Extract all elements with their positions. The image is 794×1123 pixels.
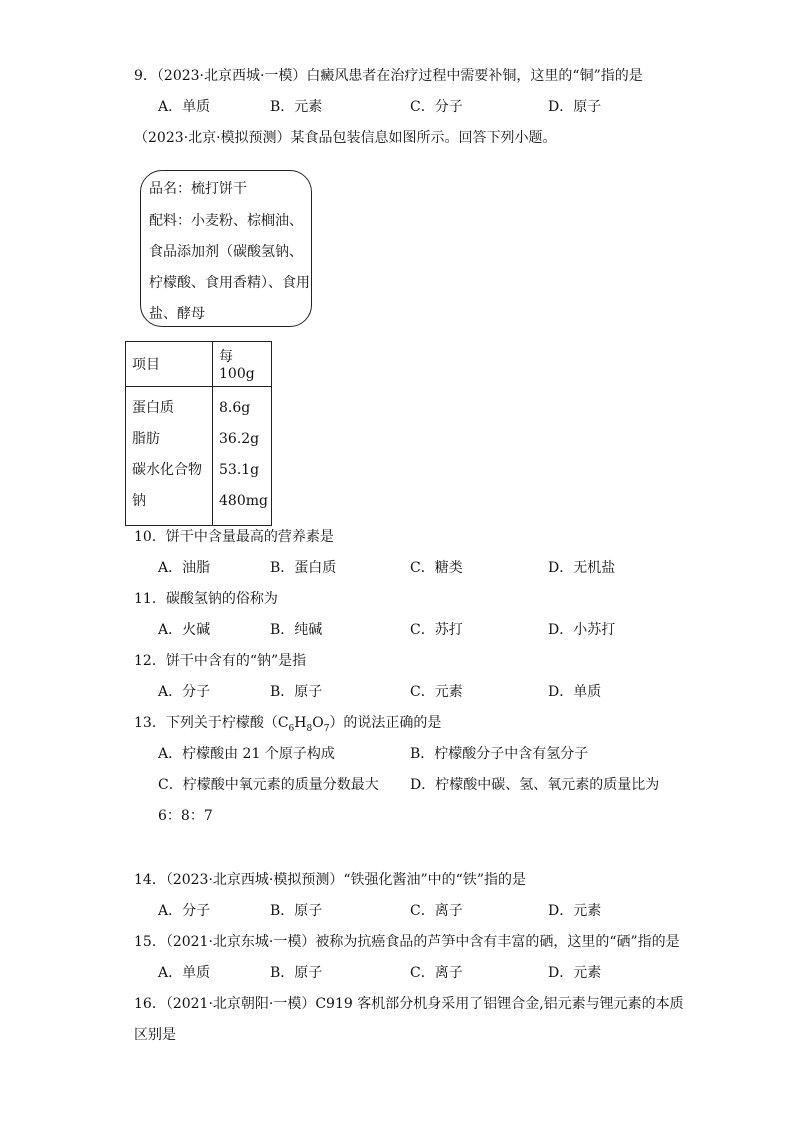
q12-option-a: A．分子: [158, 684, 211, 700]
table-header-row: [126, 342, 272, 387]
q14-option-a: A．分子: [158, 903, 211, 919]
q15-option-a: A．单质: [158, 965, 211, 981]
question-16-stem-continued: 区别是: [134, 1027, 176, 1043]
package-line: 配料：小麦粉、棕榈油、: [149, 213, 303, 229]
package-line: 盐、酵母: [149, 306, 205, 322]
question-13-stem: 13．下列关于柠檬酸$(C_6H_8O_7)$的说法正确的是: [134, 715, 442, 734]
nutrient-value: 53.1g: [219, 462, 260, 478]
q9-option-c: C．分子: [410, 99, 463, 115]
q10-option-a: A．油脂: [158, 560, 211, 576]
q13-option-a: A．柠檬酸由 21 个原子构成: [158, 746, 335, 762]
q11-option-c: C．苏打: [410, 622, 463, 638]
nutrient-name: 脂肪: [132, 431, 160, 447]
q9-option-d: D．原子: [548, 99, 602, 115]
q12-option-b: B．原子: [270, 684, 323, 700]
nutrient-value: 36.2g: [219, 431, 260, 447]
table-items-cell: [126, 387, 213, 526]
q15-option-c: C．离子: [410, 965, 463, 981]
package-info-box: [140, 170, 312, 327]
question-15-stem: 15．（2021·北京东城·一模）被称为抗癌食品的芦笋中含有丰富的硒，这里的“硒”指的是: [134, 934, 680, 950]
q10-option-d: D．无机盐: [548, 560, 616, 576]
q10-option-c: C．糖类: [410, 560, 463, 576]
group-intro: （2023·北京·模拟预测）某食品包装信息如图所示。回答下列小题。: [134, 130, 557, 146]
q12-option-d: D．单质: [548, 684, 602, 700]
question-9-stem: 9．（2023·北京西城·一模）白癜风患者在治疗过程中需要补铜，这里的“铜”指的是: [134, 68, 643, 84]
table-header-item: 项目: [126, 342, 213, 387]
q11-option-b: B．纯碱: [270, 622, 323, 638]
q14-option-c: C．离子: [410, 903, 463, 919]
table-header-value: 每 100g: [213, 342, 272, 387]
package-line: 食品添加剂（碳酸氢钠、: [149, 244, 303, 260]
nutrient-name: 钠: [132, 493, 146, 509]
package-line: 柠檬酸、食用香精）、食用: [149, 275, 310, 291]
q12-option-c: C．元素: [410, 684, 463, 700]
nutrient-name: 蛋白质: [132, 400, 174, 416]
question-14-stem: 14．（2023·北京西城·模拟预测）“铁强化酱油”中的“铁”指的是: [134, 872, 526, 888]
q13-option-b: B．柠檬酸分子中含有氢分子: [410, 746, 589, 762]
q9-option-b: B．元素: [270, 99, 323, 115]
question-10-stem: 10．饼干中含量最高的营养素是: [134, 529, 334, 545]
nutrient-value: 8.6g: [219, 400, 251, 416]
nutrient-name: 碳水化合物: [132, 462, 202, 478]
question-11-stem: 11．碳酸氢钠的俗称为: [134, 591, 278, 607]
q13-option-d-continued: 6：8：7: [158, 808, 213, 824]
q11-option-d: D．小苏打: [548, 622, 616, 638]
nutrition-table: [125, 341, 272, 526]
q15-option-b: B．原子: [270, 965, 323, 981]
q13-option-d: D．柠檬酸中碳、氢、氧元素的质量比为: [410, 777, 660, 793]
table-row: [126, 387, 272, 526]
q14-option-d: D．元素: [548, 903, 602, 919]
package-line: 品名：梳打饼干: [149, 181, 247, 197]
q11-option-a: A．火碱: [158, 622, 211, 638]
q9-option-a: A．单质: [158, 99, 211, 115]
question-16-stem: 16．（2021·北京朝阳·一模）C919 客机部分机身采用了铝锂合金,铝元素与锂元素的本质: [134, 996, 684, 1012]
q15-option-d: D．元素: [548, 965, 602, 981]
question-12-stem: 12．饼干中含有的“钠”是指: [134, 653, 307, 669]
nutrient-value: 480mg: [219, 493, 268, 509]
q14-option-b: B．原子: [270, 903, 323, 919]
table-values-cell: [213, 387, 272, 526]
q13-option-c: C．柠檬酸中氧元素的质量分数最大: [158, 777, 379, 793]
q10-option-b: B．蛋白质: [270, 560, 337, 576]
